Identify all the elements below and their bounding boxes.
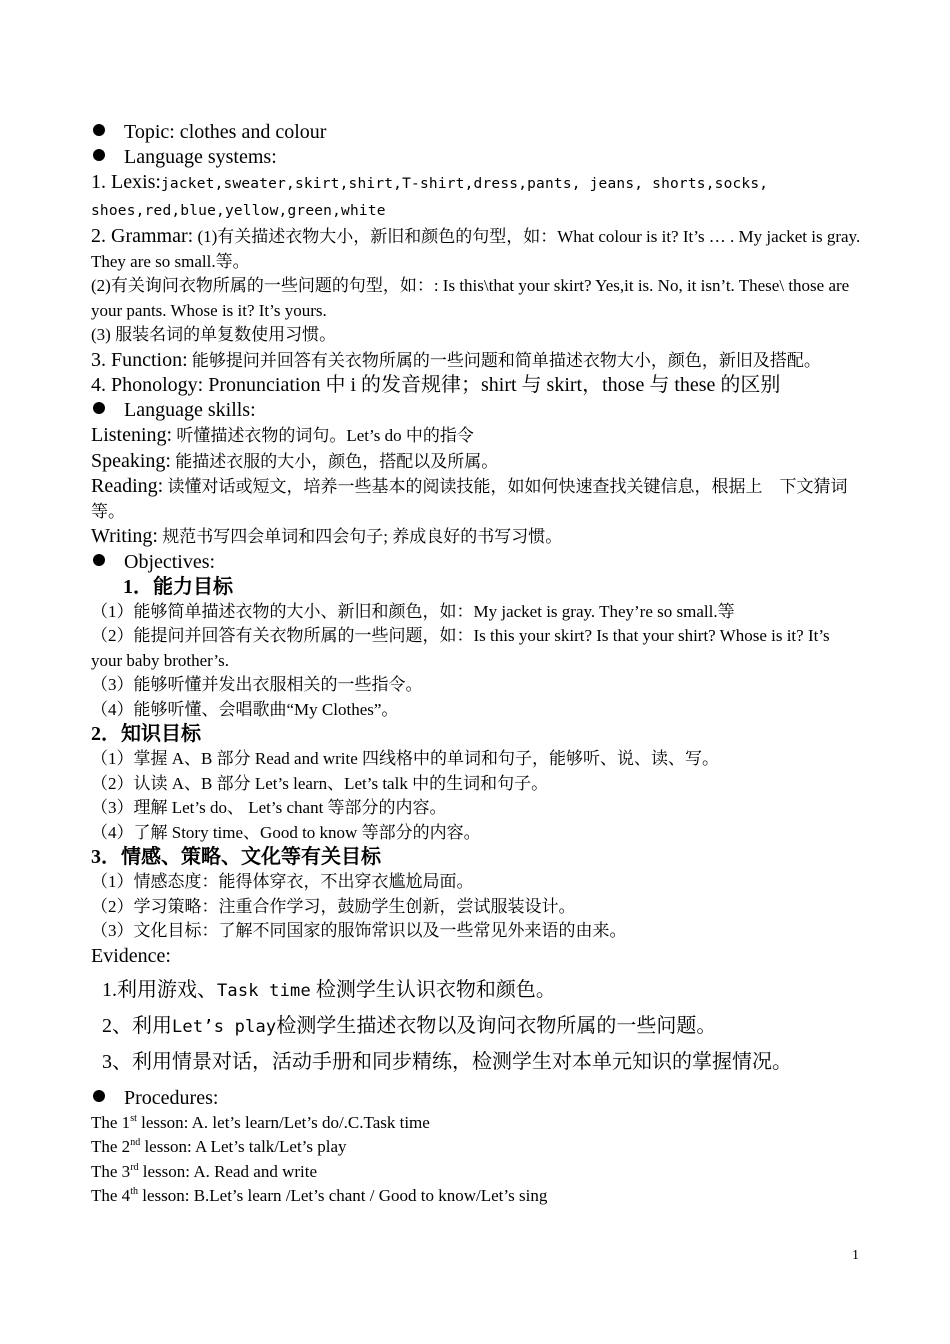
listening-line — [91, 423, 861, 449]
bullet-icon — [93, 402, 105, 414]
writing-text: 规范书写四会单词和四会句子; 养成良好的书写习惯。 — [162, 527, 563, 546]
lesson-line: The 2nd lesson: A Let’s talk/Let’s play — [91, 1137, 347, 1156]
evidence-item-3: 3、利用情景对话，活动手册和同步精练，检测学生对本单元知识的掌握情况。 — [102, 1050, 792, 1073]
lexis-line — [91, 170, 861, 197]
affect-heading: 3．情感、策略、文化等有关目标 — [91, 846, 381, 868]
objectives-heading: Objectives: — [91, 550, 861, 575]
phonology-line: 4. Phonology: Pronunciation 中 i 的发音规律；shirt 与 skirt，those 与 these 的区别 — [91, 374, 781, 396]
reading-text: 读懂对话或短文，培养一些基本的阅读技能，如如何快速查找关键信息，根据上 下文猜词等。 — [91, 477, 848, 521]
function-label: 3. Function: — [91, 348, 188, 371]
lexis-line-2 — [91, 197, 861, 224]
listening-text: 听懂描述衣物的词句。Let’s do 中的指令 — [176, 426, 474, 445]
grammar-label: 2. Grammar: — [91, 225, 194, 247]
affect-item: （1）情感态度：能得体穿衣，不出穿衣尴尬局面。 — [91, 872, 474, 891]
bullet-icon — [93, 554, 105, 566]
affect-item: （2）学习策略：注重合作学习，鼓励学生创新，尝试服装设计。 — [91, 896, 576, 916]
function-text: 能够提问并回答有关衣物所属的一些问题和简单描述衣物大小，颜色，新旧及搭配。 — [191, 350, 821, 370]
ability-item: （1）能够简单描述衣物的大小、新旧和颜色，如：My jacket is gray. They’re so small.等 — [91, 601, 735, 621]
ability-item: （4）能够听懂、会唱歌曲“My Clothes”。 — [91, 699, 399, 719]
function-paragraph — [91, 348, 861, 374]
grammar-paragraph-3 — [91, 323, 861, 348]
lexis-words-2: shoes,red,blue,yellow,green,white — [91, 203, 386, 219]
speaking-text: 能描述衣服的大小，颜色，搭配以及所属。 — [175, 451, 499, 471]
evidence-item-2: 2、利用Let’s play检测学生描述衣物以及询问衣物所属的一些问题。 — [102, 1014, 717, 1037]
knowledge-item: （3）理解 Let’s do、 Let’s chant 等部分的内容。 — [91, 798, 447, 817]
grammar-paragraph-2 — [91, 274, 861, 323]
writing-line — [91, 524, 861, 550]
knowledge-item: （2）认读 A、B 部分 Let’s learn、Let’s talk 中的生词和句子。 — [91, 773, 549, 793]
writing-label: Writing: — [91, 525, 158, 547]
lexis-label: 1. Lexis: — [91, 171, 161, 193]
lesson-line: The 1st lesson: A. let’s learn/Let’s do/.C.Task time — [91, 1112, 430, 1132]
ability-item: （3）能够听懂并发出衣服相关的一些指令。 — [91, 675, 423, 694]
knowledge-heading: 2．知识目标 — [91, 723, 201, 745]
bullet-icon — [93, 124, 105, 136]
ability-item: （2）能提问并回答有关衣物所属的一些问题，如：Is this your skirt? Is that your shirt? Whose is it? It’s your baby brother’s. — [91, 626, 830, 670]
bullet-icon — [93, 1090, 105, 1102]
affect-item: （3）文化目标：了解不同国家的服饰常识以及一些常见外来语的由来。 — [91, 921, 627, 940]
knowledge-item: （1）掌握 A、B 部分 Read and write 四线格中的单词和句子，能够听、说、读、写。 — [91, 749, 720, 768]
language-systems-heading: Language systems: — [91, 145, 861, 170]
speaking-label: Speaking: — [91, 449, 171, 472]
lesson-line: The 3rd lesson: A. Read and write — [91, 1161, 317, 1181]
language-skills-heading: Language skills: — [91, 398, 861, 423]
knowledge-item: （4）了解 Story time、Good to know 等部分的内容。 — [91, 822, 481, 842]
grammar-text-3: (3) 服装名词的单复数使用习惯。 — [91, 325, 337, 344]
evidence-heading: Evidence: — [91, 944, 171, 967]
evidence-item-1: 1.利用游戏、Task time 检测学生认识衣物和颜色。 — [102, 978, 556, 1001]
reading-paragraph — [91, 474, 861, 524]
speaking-line — [91, 449, 861, 475]
grammar-paragraph-1 — [91, 224, 861, 274]
lesson-line: The 4th lesson: B.Let’s learn /Let’s chant / Good to know/Let’s sing — [91, 1186, 548, 1205]
grammar-text-2: (2)有关询问衣物所属的一些问题的句型，如：: Is this\that your skirt? Yes,it is. No, it isn’t. These\ those are your pants. Whose is it? It’s yours. — [91, 276, 850, 320]
grammar-text-1: (1)有关描述衣物大小，新旧和颜色的句型，如：What colour is it? It’s … . My jacket is gray. They are so small.等。 — [91, 227, 861, 271]
document-page — [91, 120, 861, 1209]
page-number: 1 — [852, 1248, 859, 1263]
lexis-words: jacket,sweater,skirt,shirt,T-shirt,dress,pants, jeans, shorts,socks, — [161, 176, 769, 192]
listening-label: Listening: — [91, 424, 173, 446]
ability-heading: 1．能力目标 — [123, 575, 233, 598]
topic-text: Topic: clothes and colour — [124, 121, 327, 143]
reading-label: Reading: — [91, 475, 164, 497]
topic-line — [91, 120, 861, 145]
bullet-icon — [93, 149, 105, 161]
procedures-heading: Procedures: — [91, 1086, 861, 1111]
